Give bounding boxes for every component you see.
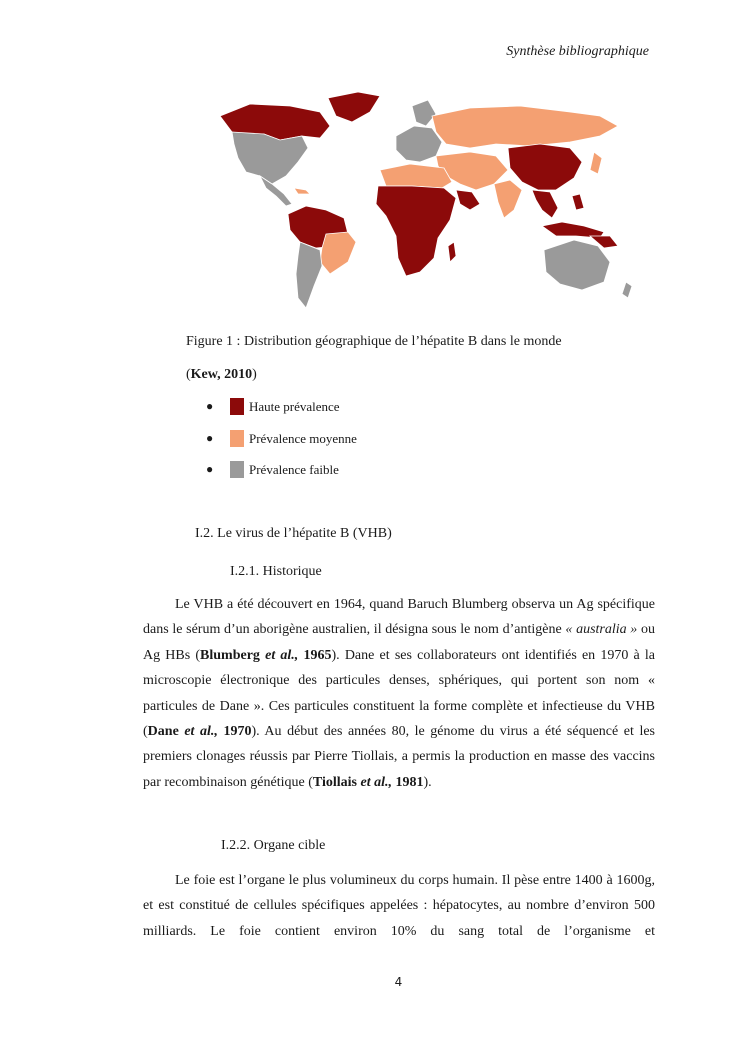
map-region-new-zealand — [622, 282, 632, 298]
para1-text-3: ). Dane et ses collaborateurs ont identifiés en 1970 à la microscopie électronique des particules denses, sphériques, qui portent son nom « particules de Dane ». Ces particules constituent la forme complète et infectieuse du VHB ( — [143, 647, 656, 740]
legend-swatch-high — [230, 398, 244, 415]
running-header: Synthèse bibliographique — [506, 44, 649, 59]
map-region-russia — [432, 106, 618, 148]
citation-year: 1981 — [391, 774, 424, 790]
paragraph-historique — [143, 592, 655, 795]
citation-year: 1970 — [217, 724, 252, 740]
legend-item-high — [206, 398, 340, 415]
figure-caption: Figure 1 : Distribution géographique de l’hépatite B dans le monde — [186, 334, 562, 349]
map-region-sub-saharan-africa — [376, 186, 456, 276]
legend-swatch-medium — [230, 430, 244, 447]
paragraph-organe-cible — [143, 868, 655, 944]
citation-etal: et al., — [184, 724, 218, 740]
citation-etal: et al., — [360, 774, 392, 790]
citation-year: 1965 — [298, 647, 332, 663]
para1-text-2: ou Ag HBs ( — [143, 622, 655, 663]
page-number: 4 — [394, 975, 403, 989]
section-heading-vhb: I.2. Le virus de l’hépatite B (VHB) — [195, 526, 392, 541]
para1-text-4: ). Au début des années 80, le génome du virus a été séquencé et les premiers clonages réussis par Pierre Tiollais, a permis la production en masse des vaccins par recombinaison génétique ( — [143, 724, 655, 790]
map-region-arabia — [456, 190, 480, 210]
map-region-south-cone — [296, 242, 322, 308]
bullet-icon: ● — [206, 462, 214, 476]
legend-item-medium — [206, 430, 357, 447]
map-region-north-africa — [380, 164, 452, 188]
figure-reference-citation: Kew, 2010 — [190, 367, 253, 382]
legend-swatch-low — [230, 461, 244, 478]
map-region-caribbean — [294, 188, 310, 194]
map-region-north-america — [232, 132, 308, 184]
para1-italic-australia: « australia » — [565, 622, 638, 638]
bullet-icon: ● — [206, 399, 214, 413]
map-region-philippines — [572, 194, 584, 210]
legend-label-medium: Prévalence moyenne — [249, 430, 357, 446]
map-region-madagascar — [448, 242, 456, 262]
map-region-india — [494, 180, 522, 218]
subsection-heading-organe-cible: I.2.2. Organe cible — [221, 838, 326, 853]
subsection-heading-historique: I.2.1. Historique — [230, 564, 322, 579]
map-region-europe — [396, 126, 442, 162]
figure-reference — [186, 367, 257, 383]
world-map-svg — [180, 86, 640, 320]
figure-reference-open: ( — [186, 367, 191, 382]
citation-author: Blumberg — [200, 647, 266, 663]
citation-tiollais — [313, 775, 424, 790]
map-region-australia — [544, 240, 610, 290]
citation-etal: et al., — [265, 647, 299, 663]
legend-label-low: Prévalence faible — [249, 461, 339, 477]
map-region-southeast-asia — [532, 190, 558, 218]
citation-dane — [148, 724, 252, 739]
map-region-brazil-east — [320, 232, 356, 274]
world-map-figure — [180, 86, 640, 320]
map-region-greenland — [328, 92, 380, 122]
map-region-scandinavia — [412, 100, 436, 126]
map-region-china — [508, 144, 582, 190]
legend-item-low — [206, 461, 339, 478]
bullet-icon: ● — [206, 431, 214, 445]
citation-blumberg — [200, 648, 331, 663]
para1-text-1: Le VHB a été découvert en 1964, quand Baruch Blumberg observa un Ag spécifique dans le sérum d’un aborigène australien, il désigna sous le nom d’antigène — [143, 597, 655, 638]
map-region-japan — [590, 152, 602, 174]
para2-text: Le foie est l’organe le plus volumineux du corps humain. Il pèse entre 1400 à 1600g, et est constitué de cellules spécifiques appelées : hépatocytes, au nombre d’environ 500 milliards. Le foie contient environ 10% du sang total de l’organisme et — [143, 873, 655, 939]
citation-author: Dane — [147, 724, 185, 740]
figure-reference-close: ) — [252, 367, 257, 382]
legend-label-high: Haute prévalence — [249, 398, 340, 414]
para1-text-5: ). — [423, 774, 432, 790]
citation-author: Tiollais — [312, 774, 361, 790]
